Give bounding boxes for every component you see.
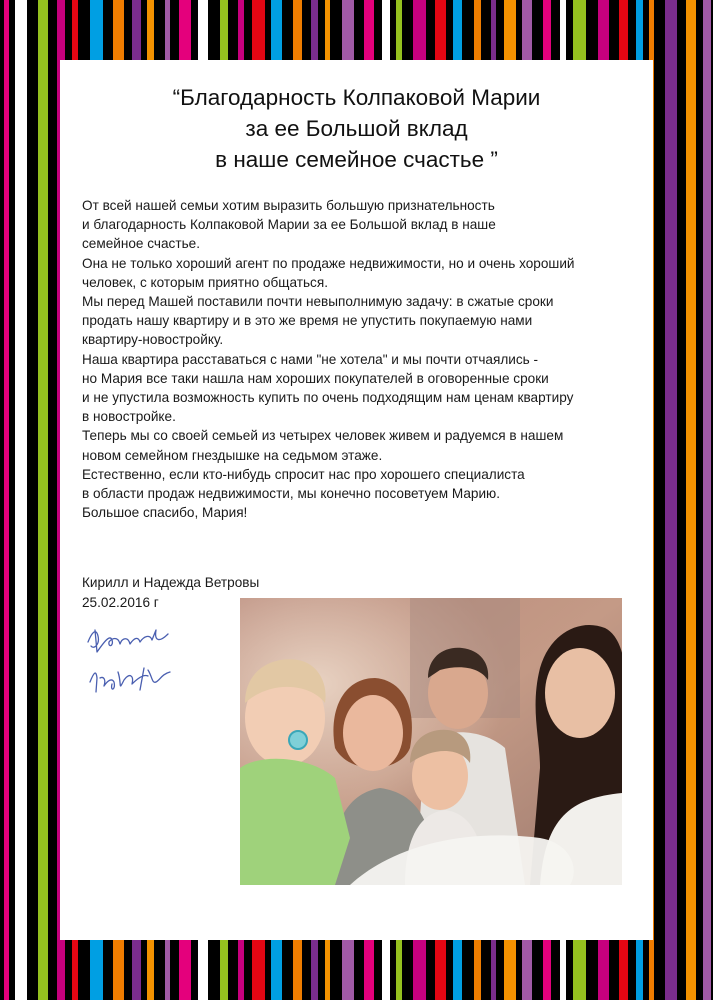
- body-line: Она не только хороший агент по продаже недвижимости, но и очень хороший: [82, 255, 575, 271]
- background-stripe: [4, 0, 9, 1000]
- background-stripe: [703, 0, 711, 1000]
- title-line: в наше семейное счастье ”: [215, 147, 498, 172]
- background-stripe: [686, 0, 696, 1000]
- background-stripe: [15, 0, 27, 1000]
- body-line: Наша квартира расставаться с нами "не хотела" и мы почти отчаялись -: [82, 351, 539, 367]
- handwritten-signatures: [82, 620, 182, 710]
- signature-block: [82, 573, 259, 613]
- photo-illustration: [240, 598, 622, 885]
- letter-body: [82, 196, 642, 522]
- body-line: Мы перед Машей поставили почти невыполнимую задачу: в сжатые сроки: [82, 294, 554, 310]
- title-line: за ее Большой вклад: [245, 116, 468, 141]
- body-line: но Мария все таки нашла нам хороших покупателей в оговоренные сроки: [82, 370, 549, 386]
- body-line: семейное счастье.: [82, 236, 200, 252]
- background-stripe: [38, 0, 48, 1000]
- body-line: Естественно, если кто-нибудь спросит нас про хорошего специалиста: [82, 466, 525, 482]
- letter-date: 25.02.2016 г: [82, 595, 159, 610]
- letter-sheet: [60, 60, 653, 940]
- body-line: Теперь мы со своей семьей из четырех человек живем и радуемся в нашем: [82, 428, 564, 444]
- body-line: Большое спасибо, Мария!: [82, 505, 248, 521]
- signers-names: Кирилл и Надежда Ветровы: [82, 575, 260, 590]
- body-line: и не упустила возможность купить по очень подходящим нам ценам квартиру: [82, 390, 574, 406]
- letter-title: [60, 82, 653, 175]
- background-stripe: [665, 0, 677, 1000]
- family-selfie-photo: [240, 598, 622, 885]
- body-line: в области продаж недвижимости, мы конечно посоветуем Марию.: [82, 486, 501, 502]
- body-line: новом семейном гнездышке на седьмом этаже.: [82, 447, 383, 463]
- body-line: продать нашу квартиру и в это же время не упустить покупаемую нами: [82, 313, 533, 329]
- title-line: “Благодарность Колпаковой Марии: [172, 85, 541, 110]
- body-line: в новостройке.: [82, 409, 176, 425]
- body-line: и благодарность Колпаковой Марии за ее Большой вклад в наше: [82, 217, 496, 233]
- body-line: От всей нашей семьи хотим выразить большую признательность: [82, 198, 495, 213]
- body-line: квартиру-новостройку.: [82, 332, 224, 348]
- body-line: человек, с которым приятно общаться.: [82, 274, 328, 290]
